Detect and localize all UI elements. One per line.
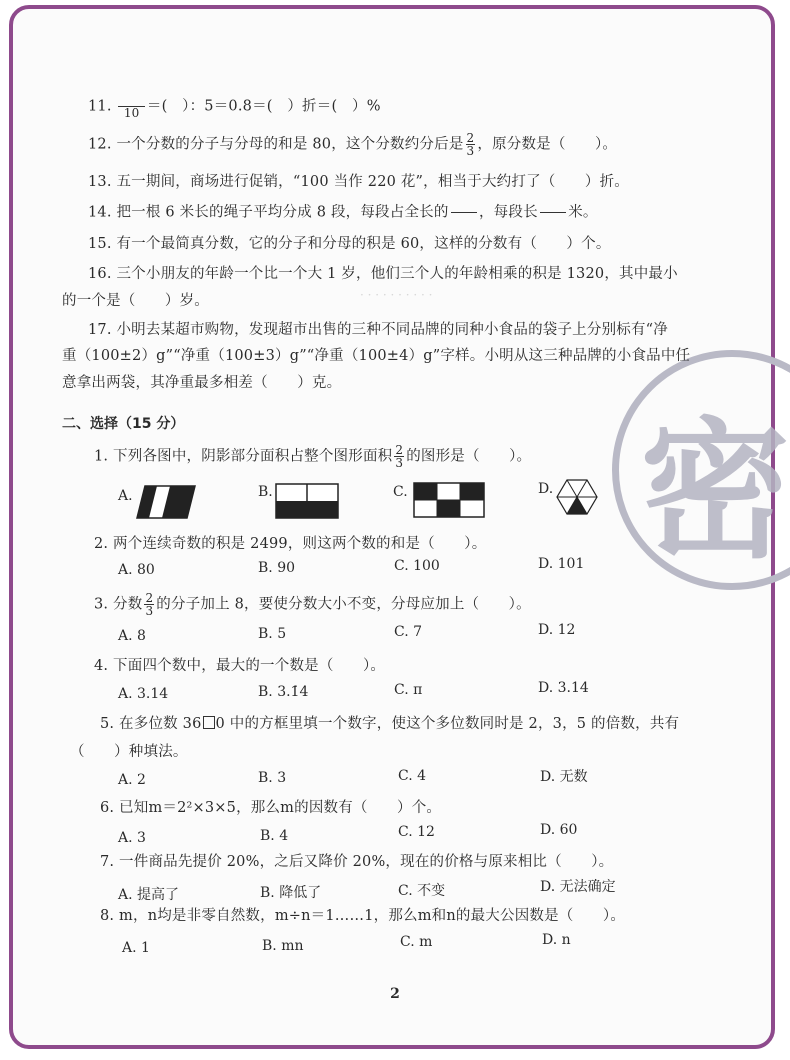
page-number: 2: [390, 986, 400, 1002]
option-b: B. 降低了: [260, 885, 322, 901]
choice-5-line1: 5. 在多位数 36 0 中的方框里填一个数字，使这个多位数同时是 2，3，5 的倍数，共有: [100, 716, 680, 732]
option-b: B. 3.1̇4̇: [258, 684, 309, 700]
option-c: C. 12: [398, 824, 435, 840]
question-13: 13. 五一期间，商场进行促销，“100 当作 220 花”，相当于大约打了（ ）折。: [88, 174, 629, 190]
bleed-through-text: · · · · · · · · · ·: [360, 288, 433, 302]
option-c: C. m: [400, 934, 433, 950]
option-a: A. 3.14̇: [118, 686, 169, 702]
figure-a: [135, 484, 197, 520]
figure-d: [556, 478, 598, 516]
question-14: 14. 把一根 6 米长的绳子平均分成 8 段，每段占全长的 ，每段长 米。: [88, 200, 598, 225]
option-a-label: A.: [118, 488, 133, 504]
option-b: B. 4: [260, 828, 289, 844]
figure-c: [413, 482, 485, 518]
option-c: C. 4: [398, 768, 427, 784]
option-d: D. 无数: [540, 769, 588, 785]
option-a: A. 3: [118, 830, 146, 846]
choice-5-line2: （ ）种填法。: [70, 744, 188, 760]
option-a: A. 提高了: [118, 887, 180, 903]
question-17-line2: 重（100±2）g”“净重（100±3）g”“净重（100±4）g”字样。小明从这三种品牌的小食品中任: [62, 348, 691, 364]
section-title: 二、选择（15 分）: [62, 416, 185, 432]
option-d: D. 101: [538, 556, 585, 572]
option-d: D. 3.14: [538, 680, 589, 696]
blank-fraction: 10: [118, 94, 144, 119]
blank-fraction: [451, 200, 477, 225]
choice-3: 3. 分数 $\frac{2}{3}$ 的分子加上 8，要使分数大小不变，分母应加上（ ）。: [94, 591, 531, 618]
option-a: A. 2: [118, 772, 146, 788]
choice-8: 8. m，n均是非零自然数，m÷n＝1……1，那么m和n的最大公因数是（ ）。: [100, 908, 626, 924]
question-15: 15. 有一个最简真分数，它的分子和分母的积是 60，这样的分数有（ ）个。: [88, 236, 611, 252]
choice-6: 6. 已知m＝2²×3×5，那么m的因数有（ ）个。: [100, 800, 442, 816]
fraction: $\frac{2}{3}$: [395, 443, 404, 470]
option-d: D. 60: [540, 822, 578, 838]
option-d: D. 无法确定: [540, 879, 616, 895]
option-b: B. 90: [258, 560, 296, 576]
option-a: A. 8: [118, 628, 146, 644]
question-17-line3: 意拿出两袋，其净重最多相差（ ）克。: [62, 375, 342, 391]
option-d: D. n: [542, 932, 571, 948]
question-16-line1: 16. 三个小朋友的年龄一个比一个大 1 岁，他们三个人的年龄相乘的积是 1320，其中最小: [88, 266, 678, 282]
fraction: $\frac{2}{3}$: [466, 131, 475, 158]
figure-b: [275, 483, 339, 519]
question-12: 12. 一个分数的分子与分母的和是 80，这个分数约分后是 $\frac{2}{3}$ ，原分数是（ ）。: [88, 131, 618, 158]
option-b: B. 3: [258, 770, 287, 786]
choice-2: 2. 两个连续奇数的积是 2499，则这两个数的和是（ ）。: [94, 536, 487, 552]
option-b: B. mn: [262, 938, 304, 954]
digit-box: [203, 716, 215, 729]
confidential-stamp: 密: [640, 405, 790, 579]
choice-7: 7. 一件商品先提价 20%，之后又降价 20%，现在的价格与原来相比（ ）。: [100, 854, 614, 870]
blank-fraction: [540, 200, 566, 225]
option-a: A. 80: [118, 562, 155, 578]
option-b: B. 5: [258, 626, 287, 642]
choice-1: 1. 下列各图中，阴影部分面积占整个图形面积 $\frac{2}{3}$ 的图形是（ ）。: [94, 443, 532, 470]
option-d-label: D.: [538, 481, 554, 497]
option-d: D. 12: [538, 622, 576, 638]
option-c: C. π: [394, 682, 423, 698]
option-c: C. 7: [394, 624, 423, 640]
choice-4: 4. 下面四个数中，最大的一个数是（ ）。: [94, 658, 386, 674]
question-11: 11. 10 ＝( ）：5＝0.8＝( ）折＝( ）%: [88, 94, 381, 119]
question-16-line2: 的一个是（ ）岁。: [62, 293, 209, 309]
option-a: A. 1: [122, 940, 150, 956]
fraction: $\frac{2}{3}$: [145, 591, 154, 618]
option-c-label: C.: [393, 484, 408, 500]
option-b-label: B.: [258, 484, 273, 500]
option-c: C. 不变: [398, 883, 446, 899]
question-17-line1: 17. 小明去某超市购物，发现超市出售的三种不同品牌的同种小食品的袋子上分别标有“净: [88, 322, 668, 338]
option-c: C. 100: [394, 558, 440, 574]
